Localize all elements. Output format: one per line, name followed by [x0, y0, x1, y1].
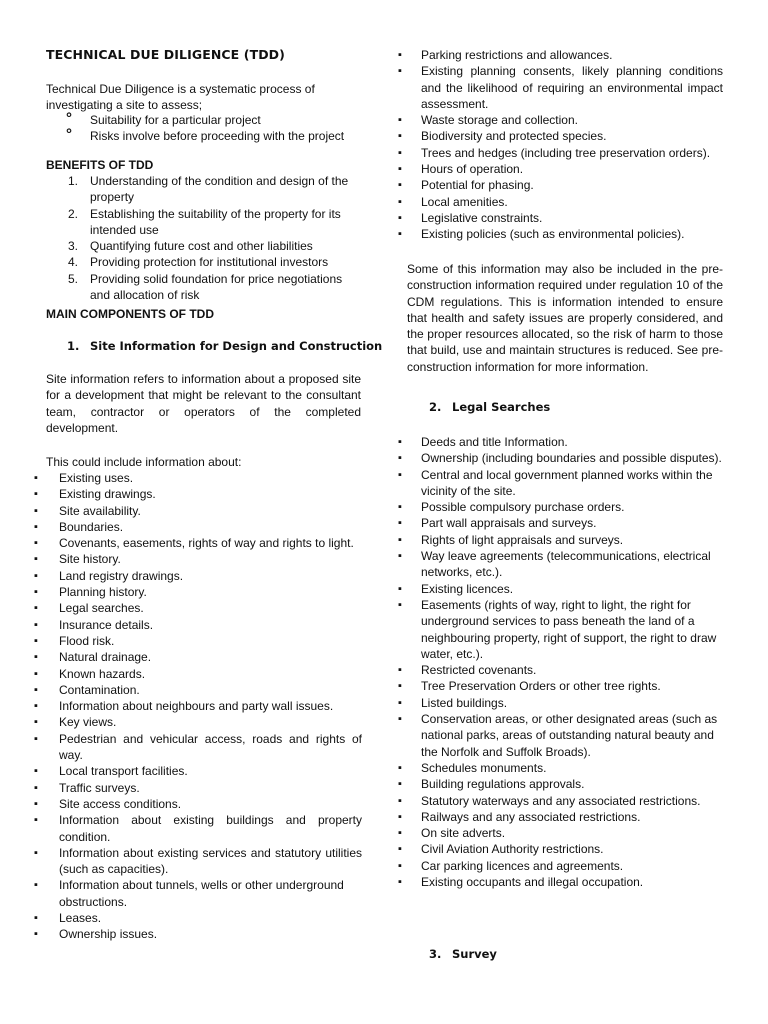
section-3-heading: Survey [452, 947, 497, 961]
benefits-heading: BENEFITS OF TDD [46, 158, 154, 172]
list-item: ▪ Local amenities. [421, 194, 723, 210]
list-item: ▪ Legislative constraints. [421, 210, 723, 226]
section-3-number: 3. [429, 947, 442, 961]
list-item: ▪ Information about existing buildings and property condition. [59, 812, 362, 845]
list-item: ▪ Rights of light appraisals and surveys. [421, 532, 723, 548]
benefit-number: 4. [68, 255, 79, 270]
components-heading: MAIN COMPONENTS OF TDD [46, 307, 214, 321]
list-item: ▪ Part wall appraisals and surveys. [421, 515, 723, 531]
list-item: ▪ Information about existing services and statutory utilities (such as capacities). [59, 845, 362, 878]
list-item: ▪ Way leave agreements (telecommunications, electrical networks, etc.). [421, 548, 723, 581]
list-item: ▪ Statutory waterways and any associated restrictions. [421, 793, 723, 809]
list-item: ▪ Waste storage and collection. [421, 112, 723, 128]
benefit-text: Providing solid foundation for price negotiations and allocation of risk [90, 271, 343, 303]
list-item: ▪ Site availability. [59, 503, 362, 519]
list-item: ▪ Biodiversity and protected species. [421, 128, 723, 144]
benefit-item [68, 238, 362, 254]
benefit-number: 2. [68, 206, 79, 221]
list-item: ▪ Central and local government planned works within the vicinity of the site. [421, 467, 723, 500]
list-item: ▪ On site adverts. [421, 825, 723, 841]
list-item: ▪ Covenants, easements, rights of way and rights to light. [59, 535, 362, 551]
benefit-text: Providing protection for institutional investors [90, 255, 329, 270]
list-item: ▪ Existing licences. [421, 581, 723, 597]
benefit-text: Establishing the suitability of the property for its intended use [90, 206, 341, 237]
list-item: ▪ Trees and hedges (including tree preservation orders). [421, 145, 723, 161]
list-item: ▪ Conservation areas, or other designated areas (such as national parks, areas of outstanding natural beauty and the Norfolk and Suffolk Broads). [421, 711, 723, 760]
list-item: ▪ Known hazards. [59, 666, 362, 682]
benefit-text: Understanding of the condition and design of the property [90, 174, 349, 205]
pre-construction-note: Some of this information may also be included in the pre-construction information required under regulation 10 of the CDM regulations. This is information intended to ensure that health and safety issues are properly considered, and the proper resources allocated, so the risk of harm to those that build, use and maintain structures is reduced. See pre-construction information for more information. [407, 262, 723, 374]
benefit-item [68, 206, 362, 239]
benefit-text: Quantifying future cost and other liabilities [90, 239, 313, 254]
list-item: ▪ Possible compulsory purchase orders. [421, 499, 723, 515]
list-item: ▪ Parking restrictions and allowances. [421, 47, 723, 63]
section-2-number: 2. [429, 400, 442, 414]
assess-item: ° Risks involve before proceeding with the project [90, 128, 370, 144]
list-item: ▪ Existing drawings. [59, 486, 362, 502]
list-item: ▪ Listed buildings. [421, 695, 723, 711]
list-item: ▪ Railways and any associated restrictions. [421, 809, 723, 825]
assess-item: ° Suitability for a particular project [90, 112, 370, 128]
assess-list [90, 112, 370, 145]
list-item: ▪ Tree Preservation Orders or other tree rights. [421, 678, 723, 694]
list-item: ▪ Flood risk. [59, 633, 362, 649]
list-item: ▪ Insurance details. [59, 617, 362, 633]
list-item: ▪ Information about tunnels, wells or other underground obstructions. [59, 877, 362, 910]
benefits-list [68, 173, 362, 303]
section-1-lead: This could include information about: [46, 455, 242, 469]
list-item: ▪ Contamination. [59, 682, 362, 698]
list-item: ▪ Schedules monuments. [421, 760, 723, 776]
site-info-list-continued [421, 47, 723, 243]
list-item: ▪ Existing policies (such as environmental policies). [421, 226, 723, 242]
list-item: ▪ Existing planning consents, likely planning conditions and the likelihood of requiring an environmental impact assessment. [421, 63, 723, 112]
list-item: ▪ Civil Aviation Authority restrictions. [421, 841, 723, 857]
section-1-number: 1. [67, 339, 80, 353]
list-item: ▪ Leases. [59, 910, 362, 926]
list-item: ▪ Key views. [59, 714, 362, 730]
section-2-heading: Legal Searches [452, 400, 551, 414]
list-item: ▪ Planning history. [59, 584, 362, 600]
list-item: ▪ Local transport facilities. [59, 763, 362, 779]
list-item: ▪ Ownership (including boundaries and possible disputes). [421, 450, 723, 466]
intro-paragraph: Technical Due Diligence is a systematic process of investigating a site to assess; [46, 82, 315, 113]
list-item: ▪ Potential for phasing. [421, 177, 723, 193]
list-item: ▪ Traffic surveys. [59, 780, 362, 796]
list-item: ▪ Existing uses. [59, 470, 362, 486]
benefit-item [68, 254, 362, 270]
list-item: ▪ Information about neighbours and party wall issues. [59, 698, 362, 714]
benefit-item [68, 173, 362, 206]
list-item: ▪ Legal searches. [59, 600, 362, 616]
list-item: ▪ Site access conditions. [59, 796, 362, 812]
site-info-list [59, 470, 362, 943]
list-item: ▪ Boundaries. [59, 519, 362, 535]
list-item: ▪ Car parking licences and agreements. [421, 858, 723, 874]
list-item: ▪ Pedestrian and vehicular access, roads and rights of way. [59, 731, 362, 764]
benefit-number: 5. [68, 271, 79, 286]
list-item: ▪ Existing occupants and illegal occupation. [421, 874, 723, 890]
benefit-number: 1. [68, 174, 79, 188]
list-item: ▪ Easements (rights of way, right to light, the right for underground services to pass beneath the land of a neighbouring property, right of support, the right to draw water, etc.). [421, 597, 723, 662]
list-item: ▪ Ownership issues. [59, 926, 362, 942]
list-item: ▪ Deeds and title Information. [421, 434, 723, 450]
list-item: ▪ Natural drainage. [59, 649, 362, 665]
list-item: ▪ Hours of operation. [421, 161, 723, 177]
benefit-item [68, 271, 362, 304]
list-item: ▪ Building regulations approvals. [421, 776, 723, 792]
document-title: TECHNICAL DUE DILIGENCE (TDD) [46, 47, 285, 62]
section-1-paragraph: Site information refers to information about a proposed site for a development that might be relevant to the consultant team, contractor or operators of the completed development. [46, 372, 361, 435]
list-item: ▪ Land registry drawings. [59, 568, 362, 584]
list-item: ▪ Restricted covenants. [421, 662, 723, 678]
section-1-heading: Site Information for Design and Construction [90, 339, 383, 353]
legal-searches-list [421, 434, 723, 890]
benefit-number: 3. [68, 239, 79, 254]
list-item: ▪ Site history. [59, 551, 362, 567]
